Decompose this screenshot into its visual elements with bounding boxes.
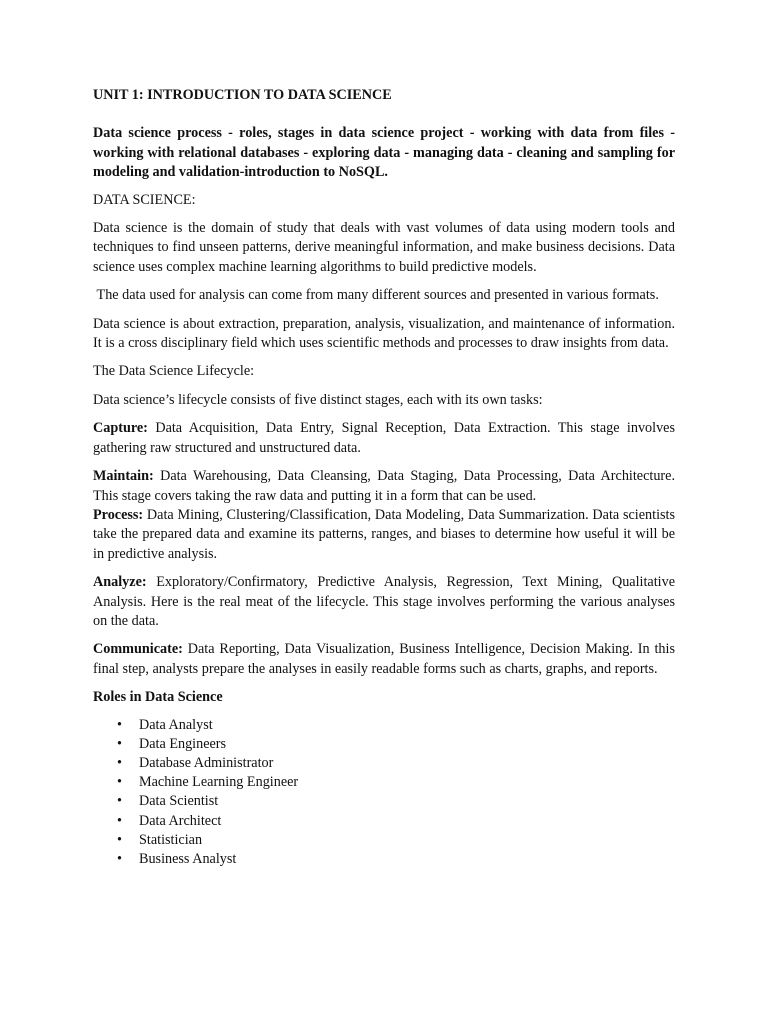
bullet-icon: • [117,735,122,752]
list-item [93,735,675,754]
bullet-icon: • [117,793,122,810]
list-item [93,831,675,850]
unit-title: UNIT 1: INTRODUCTION TO DATA SCIENCE [93,87,392,103]
stage-analyze-text: Exploratory/Confirmatory, Predictive Analysis, Regression, Text Mining, Qualitative Analysis. Here is the real meat of the lifecycle. This stage involves performing the various analyses on the data. [93,574,675,629]
list-item [93,812,675,831]
paragraph-scope: Data science is about extraction, preparation, analysis, visualization, and maintenance of information. It is a cross disciplinary field which uses scientific methods and processes to draw insights from data. [93,315,675,352]
section-heading-data-science: DATA SCIENCE: [93,191,196,208]
stage-capture-text: Data Acquisition, Data Entry, Signal Reception, Data Extraction. This stage involves gathering raw structured and unstructured data. [93,420,675,456]
bullet-icon: • [117,831,122,848]
stage-communicate-term: Communicate: [93,641,183,658]
stage-capture [93,419,675,458]
stage-maintain [93,467,675,506]
role-label: Data Scientist [139,793,219,810]
paragraph-definition: Data science is the domain of study that deals with vast volumes of data using modern tools and techniques to find unseen patterns, derive meaningful information, and make business decisions. Data science uses complex machine learning algorithms to build predictive models. [93,220,675,275]
bullet-icon: • [117,812,122,829]
role-label: Data Analyst [139,716,213,733]
stage-capture-term: Capture: [93,420,148,437]
stage-process-term: Process: [93,506,144,523]
stage-maintain-text: Data Warehousing, Data Cleansing, Data Staging, Data Processing, Data Architecture. This stage covers taking the raw data and putting it in a form that can be used. [93,468,675,504]
role-label: Statistician [139,831,203,848]
document-page [93,86,675,869]
role-label: Data Architect [139,812,222,829]
list-item [93,716,675,735]
role-label: Business Analyst [139,850,237,867]
stage-analyze [93,573,675,631]
roles-heading: Roles in Data Science [93,689,223,706]
stage-process [93,506,675,564]
bullet-icon: • [117,774,122,791]
lifecycle-intro: Data science’s lifecycle consists of five distinct stages, each with its own tasks: [93,391,543,408]
role-label: Data Engineers [139,735,227,752]
role-label: Database Administrator [139,754,274,771]
stage-process-text: Data Mining, Clustering/Classification, Data Modeling, Data Summarization. Data scientists take the prepared data and examine its patterns, ranges, and biases to determine how useful it will be in predictive analysis. [93,506,675,562]
stage-analyze-term: Analyze: [93,574,147,591]
stage-communicate [93,640,675,679]
bullet-icon: • [117,754,122,771]
list-item [93,754,675,773]
list-item [93,792,675,811]
roles-list [93,716,675,870]
list-item [93,773,675,792]
syllabus-summary: Data science process - roles, stages in data science project - working with data from files -working with relational databases - exploring data - managing data - cleaning and sampling for modeling and validation-introduction to NoSQL. [93,125,675,181]
list-item [93,850,675,869]
bullet-icon: • [117,850,122,867]
paragraph-data-sources [93,286,675,305]
role-label: Machine Learning Engineer [139,774,299,791]
stage-communicate-text: Data Reporting, Data Visualization, Business Intelligence, Decision Making. In this final step, analysts prepare the analyses in easily readable forms such as charts, graphs, and reports. [93,641,675,677]
lifecycle-heading: The Data Science Lifecycle: [93,363,255,380]
stage-maintain-term: Maintain: [93,468,154,485]
bullet-icon: • [117,716,122,733]
paragraph-data-sources-text: The data used for analysis can come from many different sources and presented in various formats. [96,287,659,304]
